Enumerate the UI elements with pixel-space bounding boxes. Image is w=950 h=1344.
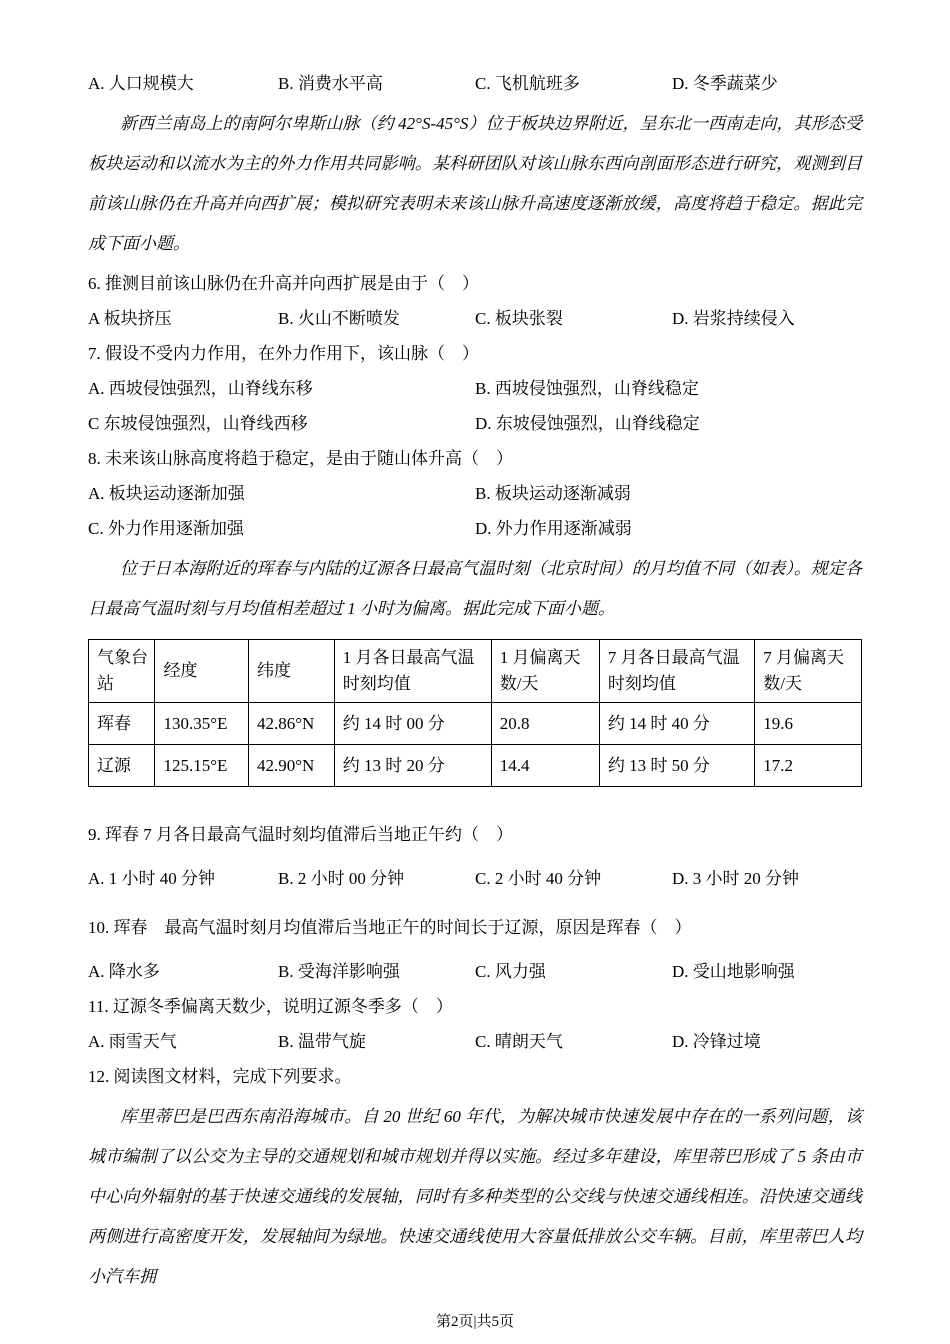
q6-option-d: D. 岩浆持续侵入 <box>672 309 795 328</box>
table-cell: 125.15°E <box>155 745 249 787</box>
table-cell: 14.4 <box>491 745 599 787</box>
q5-option-d: D. 冬季蔬菜少 <box>672 74 778 93</box>
q7-options-row-2 <box>88 406 862 441</box>
question-10: 10. 珲春 最高气温时刻月均值滞后当地正午的时间长于辽源，原因是珲春（ ） <box>88 918 692 937</box>
table-row-hunchun <box>89 703 862 745</box>
table-header-cell: 经度 <box>155 640 249 703</box>
q8-options-row-1 <box>88 476 862 511</box>
question-9: 9. 珲春 7 月各日最高气温时刻均值滞后当地正午约（ ） <box>88 825 513 844</box>
q6-option-a: A 板块挤压 <box>88 309 172 328</box>
q8-option-a: A. 板块运动逐渐加强 <box>88 484 245 503</box>
q11-option-b: B. 温带气旋 <box>278 1032 366 1051</box>
table-header-cell: 气象台站 <box>89 640 155 703</box>
table-cell: 130.35°E <box>155 703 249 745</box>
q6-option-c: C. 板块张裂 <box>475 309 563 328</box>
q8-options-row-2 <box>88 511 862 546</box>
table-cell: 辽源 <box>89 745 155 787</box>
q9-option-a: A. 1 小时 40 分钟 <box>88 869 216 888</box>
table-cell: 42.86°N <box>249 703 335 745</box>
q10-option-b: B. 受海洋影响强 <box>278 962 400 981</box>
q8-option-d: D. 外力作用逐渐减弱 <box>475 519 632 538</box>
table-row-liaoyuan <box>89 745 862 787</box>
table-header-cell: 7 月各日最高气温时刻均值 <box>599 640 754 703</box>
exam-page-content <box>88 66 862 1299</box>
q10-option-a: A. 降水多 <box>88 962 160 981</box>
q9-options-row <box>88 861 862 896</box>
table-header-cell: 7 月偏离天数/天 <box>755 640 862 703</box>
page-number: 第2页|共5页 <box>435 1314 514 1330</box>
question-8: 8. 未来该山脉高度将趋于稳定，是由于随山体升高（ ） <box>88 449 513 468</box>
material-temperature-paragraph: 位于日本海附近的珲春与内陆的辽源各日最高气温时刻（北京时间）的月均值不同（如表）。规定各日最高气温时刻与月均值相差超过 1 小时为偏离。据此完成下面小题。 <box>88 559 862 618</box>
table-cell: 20.8 <box>491 703 599 745</box>
q6-option-b: B. 火山不断喷发 <box>278 309 400 328</box>
q9-option-c: C. 2 小时 40 分钟 <box>475 869 602 888</box>
q7-option-a: A. 西坡侵蚀强烈，山脊线东移 <box>88 379 313 398</box>
weather-stations-table <box>88 639 862 787</box>
q7-options-row-1 <box>88 371 862 406</box>
page-footer <box>0 1312 950 1332</box>
table-header-cell: 纬度 <box>249 640 335 703</box>
q6-options-row <box>88 301 862 336</box>
q10-options-row <box>88 954 862 989</box>
table-cell: 42.90°N <box>249 745 335 787</box>
q7-option-b: B. 西坡侵蚀强烈，山脊线稳定 <box>475 379 699 398</box>
question-11: 11. 辽源冬季偏离天数少，说明辽源冬季多（ ） <box>88 997 453 1016</box>
table-cell: 约 13 时 20 分 <box>334 745 491 787</box>
q9-option-d: D. 3 小时 20 分钟 <box>672 869 800 888</box>
material-mountain-paragraph: 新西兰南岛上的南阿尔卑斯山脉（约 42°S-45°S）位于板块边界附近，呈东北一西南走向，其形态受板块运动和以流水为主的外力作用共同影响。某科研团队对该山脉东西向剖面形态进行研究，观测到目前该山脉仍在升高并向西扩展；模拟研究表明未来该山脉升高速度逐渐放缓，高度将趋于稳定。据此完成下面小题。 <box>88 114 862 253</box>
table-cell: 17.2 <box>755 745 862 787</box>
q11-options-row <box>88 1024 862 1059</box>
question-6: 6. 推测目前该山脉仍在升高并向西扩展是由于（ ） <box>88 274 479 293</box>
table-header-row <box>89 640 862 703</box>
q11-option-a: A. 雨雪天气 <box>88 1032 177 1051</box>
table-cell: 19.6 <box>755 703 862 745</box>
table-cell: 珲春 <box>89 703 155 745</box>
q11-option-c: C. 晴朗天气 <box>475 1032 563 1051</box>
question-12: 12. 阅读图文材料，完成下列要求。 <box>88 1067 352 1086</box>
table-cell: 约 13 时 50 分 <box>599 745 754 787</box>
q10-option-d: D. 受山地影响强 <box>672 962 795 981</box>
q11-option-d: D. 冷锋过境 <box>672 1032 761 1051</box>
table-header-cell: 1 月偏离天数/天 <box>491 640 599 703</box>
q8-option-b: B. 板块运动逐渐减弱 <box>475 484 631 503</box>
table-cell: 约 14 时 40 分 <box>599 703 754 745</box>
table-cell: 约 14 时 00 分 <box>334 703 491 745</box>
q5-option-a: A. 人口规模大 <box>88 74 194 93</box>
q5-option-b: B. 消费水平高 <box>278 74 383 93</box>
material-curitiba-paragraph: 库里蒂巴是巴西东南沿海城市。自 20 世纪 60 年代，为解决城市快速发展中存在的一系列问题，该城市编制了以公交为主导的交通规划和城市规划并得以实施。经过多年建设，库里蒂巴形成了 5 条由市中心向外辐射的基于快速交通线的发展轴，同时有多种类型的公交线与快速交通线相连。沿快速交通线两侧进行高密度开发，发展轴间为绿地。快速交通线使用大容量低排放公交车辆。目前，库里蒂巴人均小汽车拥 <box>88 1107 862 1286</box>
q8-option-c: C. 外力作用逐渐加强 <box>88 519 244 538</box>
q5-options-row <box>88 66 862 101</box>
q5-option-c: C. 飞机航班多 <box>475 74 580 93</box>
q7-option-d: D. 东坡侵蚀强烈，山脊线稳定 <box>475 414 700 433</box>
q9-option-b: B. 2 小时 00 分钟 <box>278 869 405 888</box>
q10-option-c: C. 风力强 <box>475 962 546 981</box>
q7-option-c: C 东坡侵蚀强烈，山脊线西移 <box>88 414 308 433</box>
table-header-cell: 1 月各日最高气温时刻均值 <box>334 640 491 703</box>
question-7: 7. 假设不受内力作用，在外力作用下，该山脉（ ） <box>88 344 479 363</box>
